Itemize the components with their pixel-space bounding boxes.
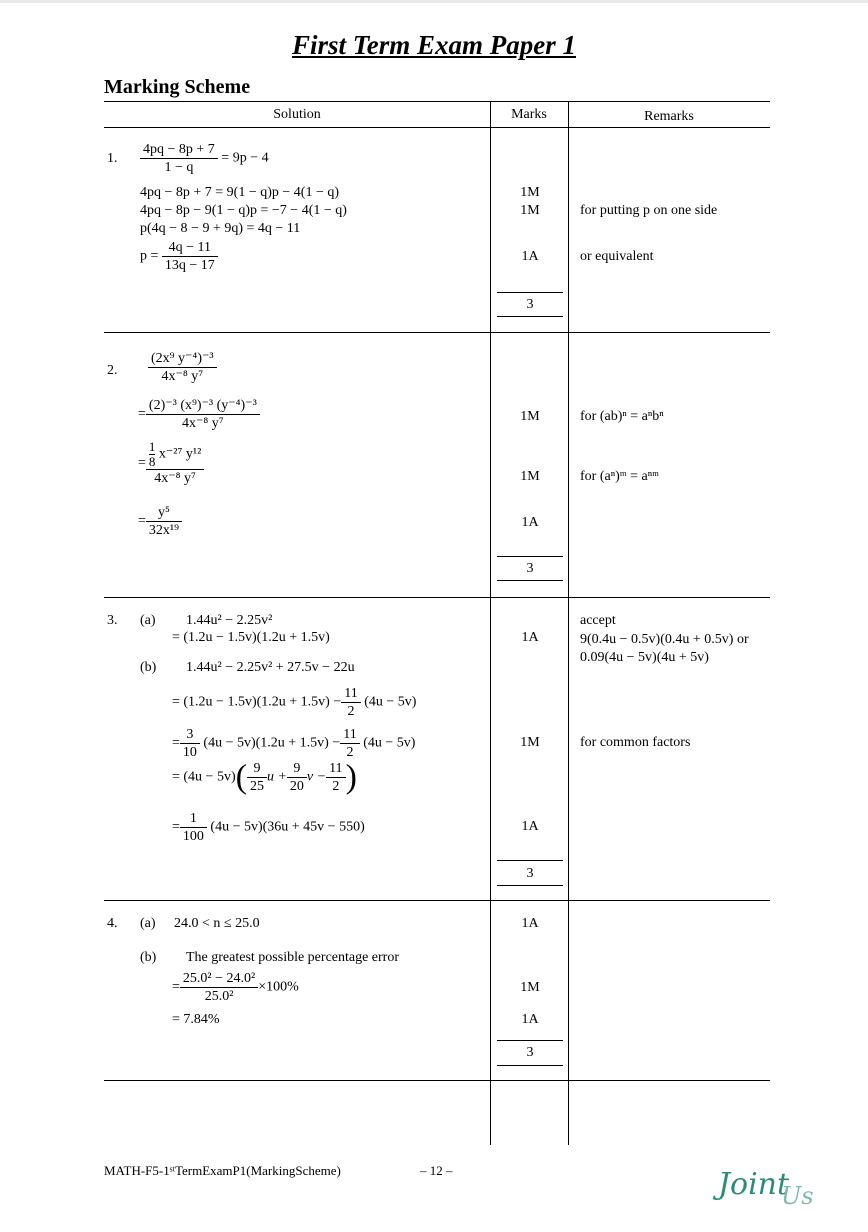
part-label: (a) [140, 916, 156, 931]
solution-line: 1.44u² − 2.25v² + 27.5v − 22u [186, 660, 355, 675]
total-rule [497, 316, 563, 317]
total-rule [497, 556, 563, 557]
logo-text: Us [781, 1182, 814, 1210]
equals-sign: = [172, 979, 180, 995]
numerator: 11 [341, 685, 360, 703]
solution-line: 4pq − 8p − 9(1 − q)p = −7 − 4(1 − q) [140, 203, 347, 218]
remark: for putting p on one side [580, 203, 718, 218]
table-top-border [104, 101, 770, 102]
total-rule [497, 860, 563, 861]
fraction [146, 504, 182, 539]
denominator: 1 − q [164, 160, 194, 175]
remark: 9(0.4u − 0.5v)(0.4u + 0.5v) or [580, 632, 749, 647]
expression: ×100% [258, 979, 299, 995]
question-number: 4. [107, 916, 118, 931]
remark: or equivalent [580, 249, 654, 264]
solution-line [172, 970, 299, 1005]
page-top-border [0, 0, 868, 3]
total-marks: 3 [526, 1045, 534, 1060]
total-rule [497, 580, 563, 581]
question-number: 3. [107, 613, 118, 628]
column-divider [490, 101, 491, 1145]
fraction [247, 760, 267, 795]
total-rule [497, 1065, 563, 1066]
expression: (4u − 5v)(1.2u + 1.5v) − [203, 735, 341, 751]
right-paren: ) [345, 758, 357, 796]
equation-rhs: = 9p − 4 [221, 150, 269, 166]
expression: u + [266, 769, 287, 785]
mark: 1A [521, 515, 539, 530]
numerator: 3 [180, 726, 200, 744]
total-marks: 3 [526, 866, 534, 881]
total-rule [497, 1040, 563, 1041]
fraction [162, 239, 218, 274]
total-marks: 3 [526, 297, 534, 312]
row-divider [104, 597, 770, 598]
fraction [340, 726, 359, 761]
equals-sign: = [172, 735, 180, 751]
fraction [148, 350, 217, 385]
remark: for common factors [580, 735, 691, 750]
numerator: 4pq − 8p + 7 [140, 141, 218, 159]
page-title: First Term Exam Paper 1 [291, 30, 577, 60]
solution-line [172, 810, 365, 845]
expression: (4u − 5v)(36u + 45v − 550) [210, 819, 365, 835]
question-number: 1. [107, 151, 118, 166]
numerator: y⁵ [146, 504, 182, 522]
footer-document-code: MATH-F5-1ˢᵗTermExamP1(MarkingScheme) [104, 1163, 341, 1178]
numerator: 11 [326, 760, 345, 778]
numerator [146, 440, 204, 470]
row-divider [104, 900, 770, 901]
numerator: 4q − 11 [162, 239, 218, 257]
fraction [146, 397, 260, 432]
logo-text: Joint [718, 1167, 790, 1202]
column-divider [568, 101, 569, 1145]
mark: 1M [520, 185, 540, 200]
remark: accept [580, 613, 616, 628]
mark: 1M [520, 469, 540, 484]
denominator: 4x⁻⁸ y⁷ [154, 471, 196, 486]
solution-line: = 7.84% [172, 1012, 220, 1027]
row-divider [104, 1080, 770, 1081]
question-number: 2. [107, 363, 118, 378]
fraction [180, 970, 258, 1005]
equals-sign: = [138, 406, 146, 422]
denominator: 100 [182, 829, 204, 844]
mark: 1A [521, 630, 539, 645]
denominator: 32x¹⁹ [148, 523, 179, 538]
numerator: 9 [247, 760, 267, 778]
equation-lhs: p = [140, 248, 159, 264]
equals-sign: = [138, 455, 146, 471]
expression: v − [306, 769, 327, 785]
mark: 1M [520, 203, 540, 218]
part-label: (b) [140, 950, 157, 965]
mark: 1M [520, 980, 540, 995]
denominator: 4x⁻⁸ y⁷ [161, 369, 204, 384]
left-paren: ( [235, 758, 247, 796]
total-rule [497, 885, 563, 886]
solution-line: p(4q − 8 − 9 + 9q) = 4q − 11 [140, 221, 301, 236]
solution-line: The greatest possible percentage error [186, 950, 400, 965]
solution-line [172, 685, 416, 720]
mark: 1M [520, 735, 540, 750]
header-remarks: Remarks [644, 109, 694, 124]
numerator: (2x⁹ y⁻⁴)⁻³ [148, 350, 217, 368]
expression: (4u − 5v) [364, 694, 417, 710]
expression: (4u − 5v) [363, 735, 416, 751]
solution-line [172, 726, 415, 761]
mark: 1A [521, 819, 539, 834]
numerator: 9 [287, 760, 307, 778]
equals-sign: = [172, 819, 180, 835]
numerator: 1 [148, 439, 156, 454]
section-heading: Marking Scheme [104, 76, 251, 98]
solution-line: 1.44u² − 2.25v² [186, 613, 273, 628]
equals-sign: = [138, 513, 146, 529]
total-marks: 3 [526, 561, 534, 576]
denominator: 20 [289, 779, 304, 794]
denominator: 13q − 17 [164, 258, 215, 273]
mark: 1A [521, 1012, 539, 1027]
fraction [341, 685, 360, 720]
part-label: (b) [140, 660, 157, 675]
denominator: 10 [182, 745, 197, 760]
joint-us-logo [718, 1167, 822, 1210]
expression: = (1.2u − 1.5v)(1.2u + 1.5v) − [172, 694, 342, 710]
solution-line: 24.0 < n ≤ 25.0 [174, 916, 260, 931]
denominator: 8 [148, 454, 156, 469]
header-solution: Solution [273, 107, 321, 122]
denominator: 25 [249, 779, 264, 794]
solution-line: = (1.2u − 1.5v)(1.2u + 1.5v) [172, 630, 330, 645]
denominator: 4x⁻⁸ y⁷ [182, 416, 224, 431]
header-divider [104, 127, 770, 128]
solution-line [172, 760, 357, 795]
denominator: 2 [346, 745, 354, 760]
denominator: 25.0² [204, 989, 234, 1004]
mark: 1A [521, 249, 539, 264]
row-divider [104, 332, 770, 333]
solution-line: 4pq − 8p + 7 = 9(1 − q)p − 4(1 − q) [140, 185, 340, 200]
fraction [146, 440, 204, 487]
fraction [180, 726, 200, 761]
page-number: – 12 – [420, 1163, 453, 1178]
fraction [180, 810, 207, 845]
numerator: 1 [180, 810, 207, 828]
power-term: x⁻²⁷ y¹² [158, 446, 202, 462]
numerator: 25.0² − 24.0² [180, 970, 258, 988]
total-rule [497, 292, 563, 293]
denominator: 2 [332, 779, 340, 794]
fraction [287, 760, 307, 795]
header-marks: Marks [511, 107, 547, 122]
part-label: (a) [140, 613, 156, 628]
remark: for (aⁿ)ᵐ = aⁿᵐ [580, 469, 659, 484]
expression: = (4u − 5v) [172, 769, 236, 785]
mark: 1M [520, 409, 540, 424]
remark: for (ab)ⁿ = aⁿbⁿ [580, 409, 664, 424]
fraction [326, 760, 345, 795]
numerator: (2)⁻³ (x⁹)⁻³ (y⁻⁴)⁻³ [146, 397, 260, 415]
fraction [140, 141, 218, 176]
remark: 0.09(4u − 5v)(4u + 5v) [580, 650, 709, 665]
mark: 1A [521, 916, 539, 931]
numerator: 11 [340, 726, 359, 744]
denominator: 2 [347, 704, 355, 719]
